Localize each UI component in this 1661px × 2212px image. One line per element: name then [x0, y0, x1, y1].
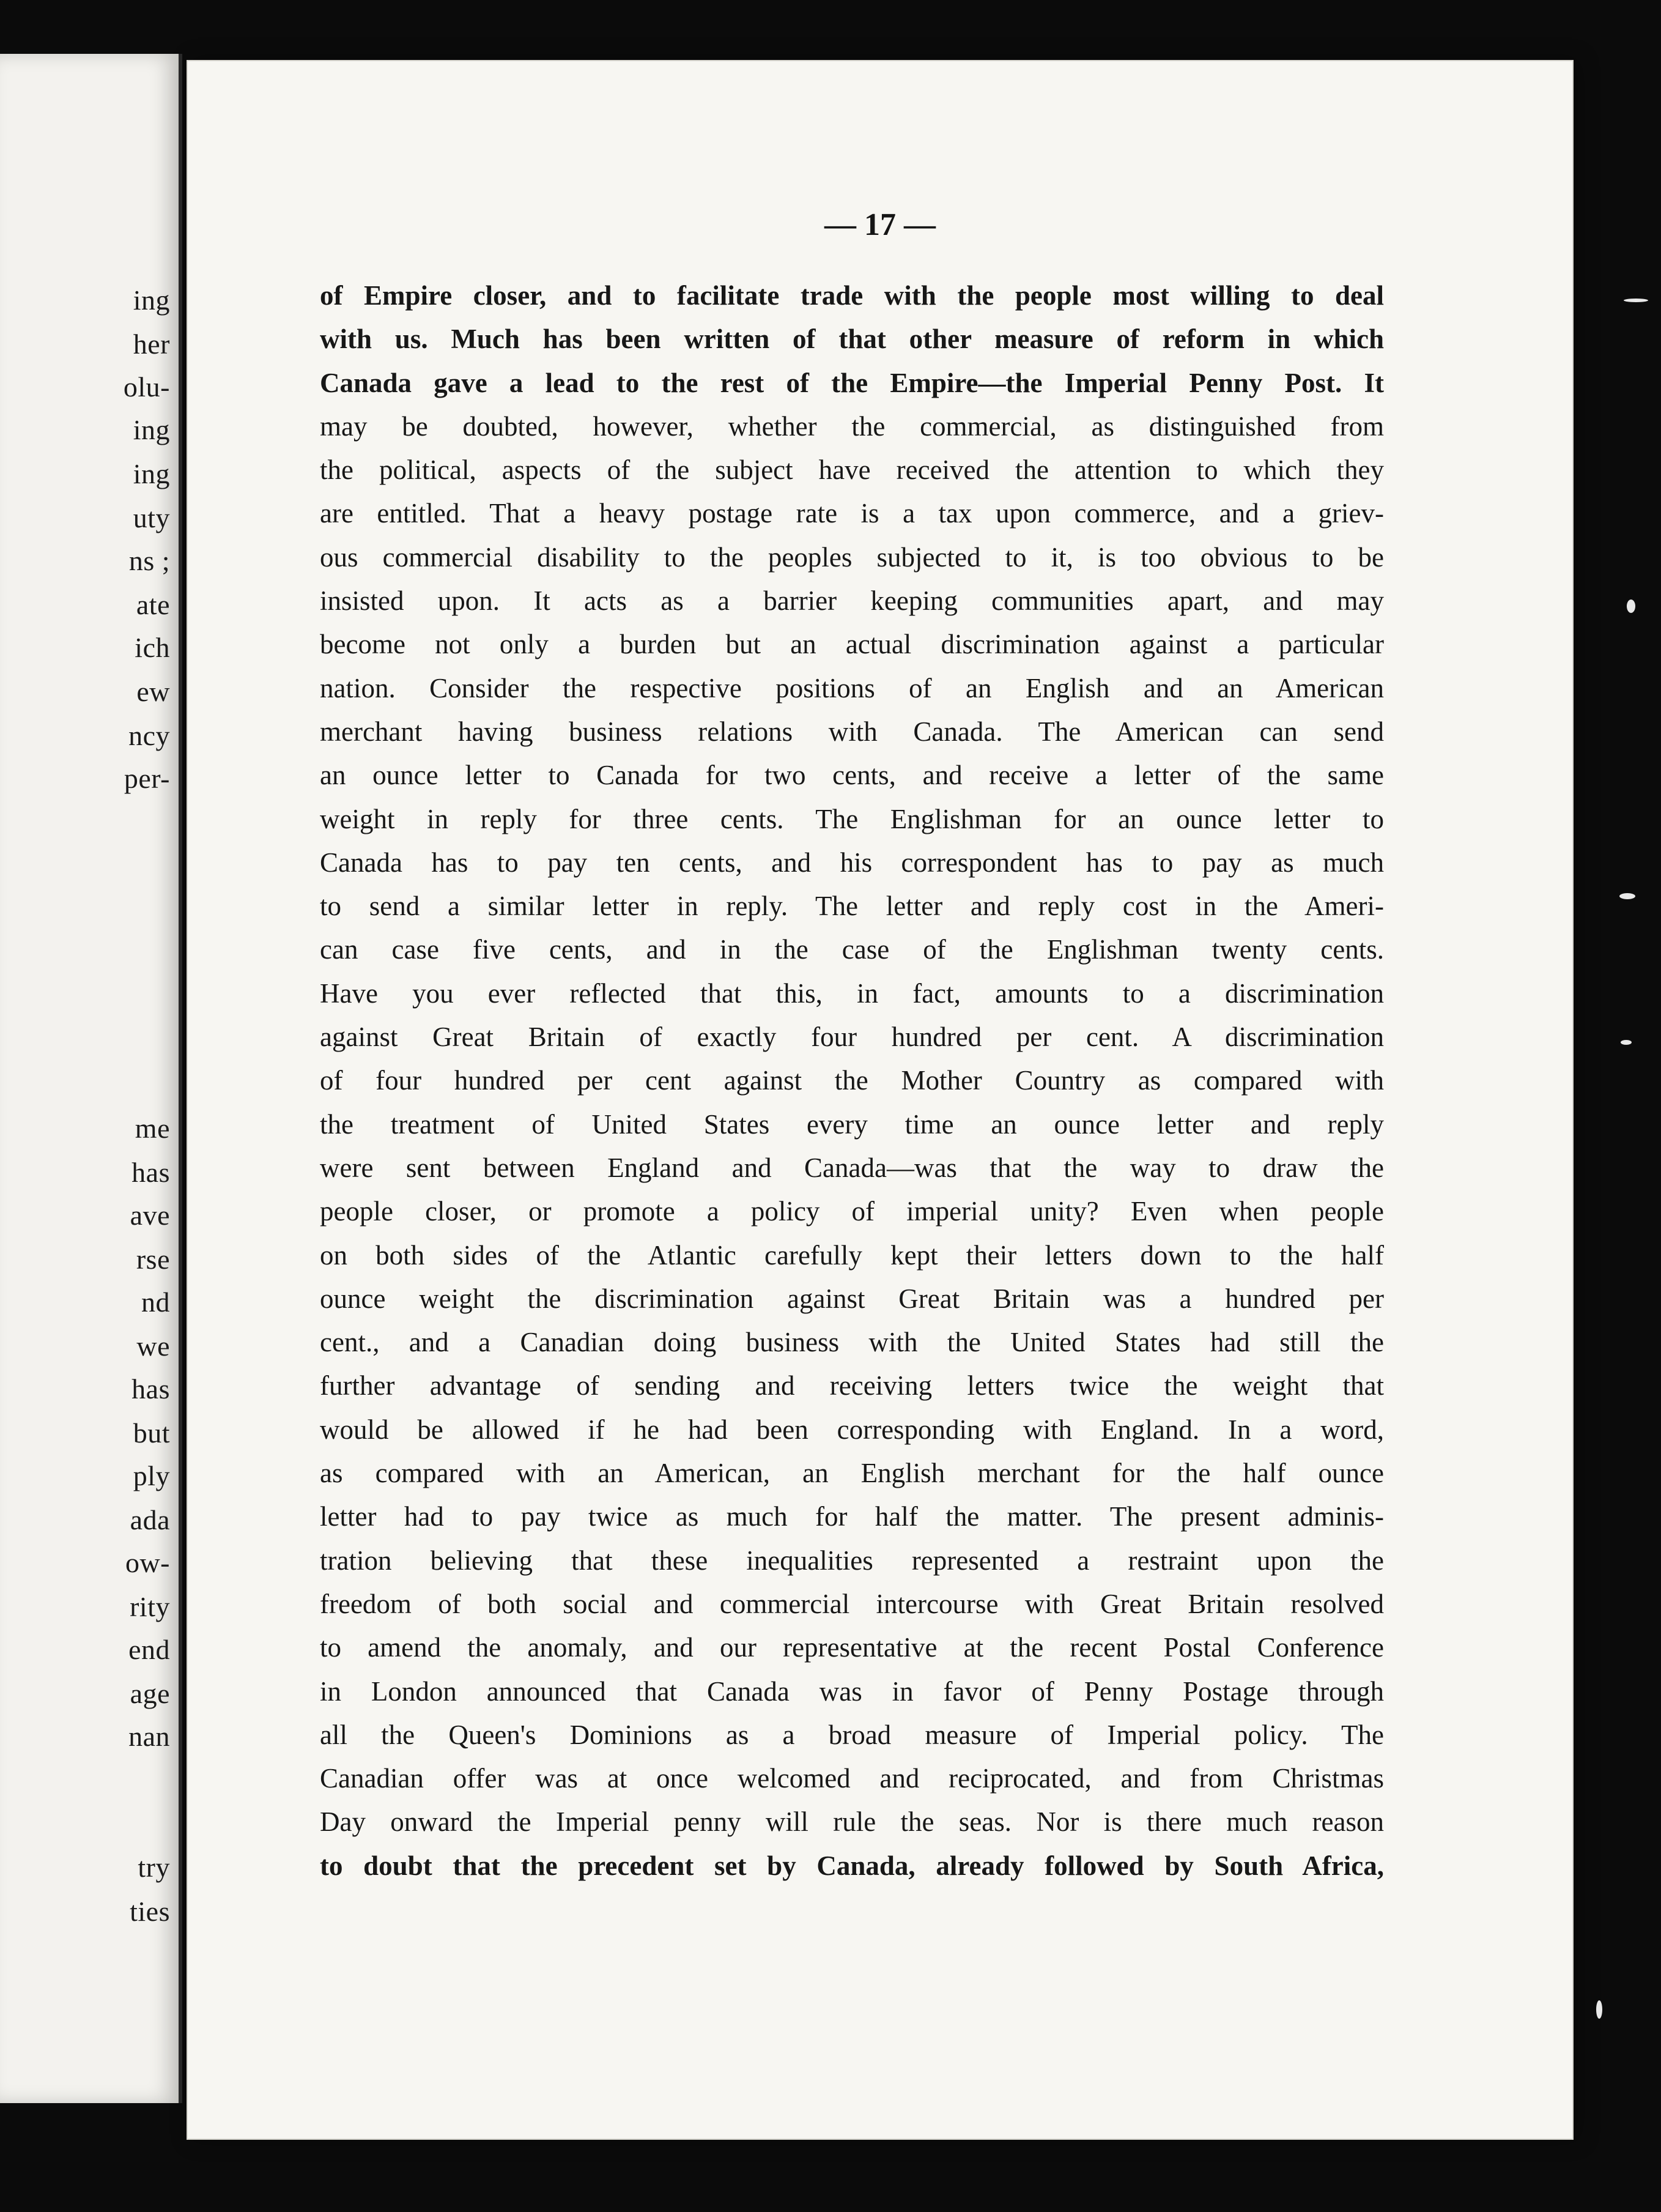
text-line: in London announced that Canada was in favor of Penny Postage through — [320, 1676, 1384, 1707]
text-line: nation. Consider the respective positions of an English and an American — [320, 672, 1384, 703]
previous-page-fragment: ing — [133, 284, 170, 316]
text-line: to doubt that the precedent set by Canada, already followed by South Africa, — [320, 1850, 1384, 1881]
text-line: can case five cents, and in the case of the Englishman twenty cents. — [320, 934, 1384, 965]
text-line: Canada gave a lead to the rest of the Empire—the Imperial Penny Post. It — [320, 367, 1384, 398]
previous-page-fragment: age — [130, 1678, 170, 1709]
previous-page-fragment: nan — [128, 1721, 170, 1752]
previous-page-fragment: ns ; — [128, 545, 170, 576]
text-line: against Great Britain of exactly four hundred per cent. A discrimination — [320, 1022, 1384, 1053]
previous-page-fragment: me — [135, 1113, 170, 1144]
text-line: tration believing that these inequalities represented a restraint upon the — [320, 1545, 1384, 1576]
previous-page-fragment: ew — [136, 676, 170, 707]
previous-page-fragment: her — [133, 328, 170, 360]
text-line: merchant having business relations with Canada. The American can send — [320, 716, 1384, 747]
text-line: would be allowed if he had been corresponding with England. In a word, — [320, 1414, 1384, 1445]
text-line: on both sides of the Atlantic carefully kept their letters down to the half — [320, 1239, 1384, 1271]
text-line: the treatment of United States every time an ounce letter and reply — [320, 1108, 1384, 1140]
scan-speck — [1624, 299, 1648, 302]
text-line: to send a similar letter in reply. The letter and reply cost in the Ameri- — [320, 891, 1384, 922]
previous-page-fragment: end — [128, 1634, 170, 1665]
previous-page-fragment: olu- — [123, 371, 170, 403]
text-line: Canada has to pay ten cents, and his correspondent has to pay as much — [320, 847, 1384, 878]
text-line: people closer, or promote a policy of imperial unity? Even when people — [320, 1196, 1384, 1227]
text-line: Day onward the Imperial penny will rule the seas. Nor is there much reason — [320, 1806, 1384, 1838]
text-line: of four hundred per cent against the Mother Country as compared with — [320, 1065, 1384, 1096]
text-line: are entitled. That a heavy postage rate is a tax upon commerce, and a griev- — [320, 498, 1384, 529]
previous-page-fragment: has — [131, 1157, 170, 1188]
text-line: freedom of both social and commercial intercourse with Great Britain resolved — [320, 1588, 1384, 1619]
text-line: to amend the anomaly, and our representative at the recent Postal Conference — [320, 1632, 1384, 1663]
text-line: cent., and a Canadian doing business with the United States had still the — [320, 1327, 1384, 1358]
text-line: of Empire closer, and to facilitate trade with the people most willing to deal — [320, 280, 1384, 311]
previous-page-fragment: ncy — [128, 720, 170, 751]
text-line: an ounce letter to Canada for two cents, and receive a letter of the same — [320, 760, 1384, 791]
text-line: further advantage of sending and receiving letters twice the weight that — [320, 1370, 1384, 1401]
text-line: Have you ever reflected that this, in fact, amounts to a discrimination — [320, 978, 1384, 1009]
body-text — [320, 274, 1384, 1888]
previous-page-strip — [0, 54, 182, 2103]
previous-page-fragment: rity — [130, 1591, 170, 1622]
text-line: insisted upon. It acts as a barrier keeping communities apart, and may — [320, 585, 1384, 617]
text-line: ounce weight the discrimination against Great Britain was a hundred per — [320, 1283, 1384, 1314]
previous-page-fragment: ate — [136, 589, 170, 620]
scan-speck — [1619, 893, 1635, 899]
text-line: were sent between England and Canada—was that the way to draw the — [320, 1152, 1384, 1183]
text-line: with us. Much has been written of that other measure of reform in which — [320, 324, 1384, 355]
previous-page-fragment: ties — [130, 1896, 170, 1927]
text-line: letter had to pay twice as much for half the matter. The present adminis- — [320, 1501, 1384, 1532]
previous-page-fragment: we — [136, 1331, 170, 1362]
scan-speck — [1621, 1040, 1632, 1045]
previous-page-fragment: try — [138, 1852, 170, 1883]
previous-page-fragment: rse — [136, 1244, 170, 1275]
previous-page-fragment: uty — [133, 502, 170, 533]
scan-speck — [1627, 599, 1635, 613]
previous-page-fragment: per- — [124, 763, 170, 794]
text-line: may be doubted, however, whether the commercial, as distinguished from — [320, 410, 1384, 442]
text-line: all the Queen's Dominions as a broad measure of Imperial policy. The — [320, 1719, 1384, 1750]
text-line: Canadian offer was at once welcomed and reciprocated, and from Christmas — [320, 1763, 1384, 1794]
previous-page-fragment: ich — [135, 632, 170, 663]
previous-page-fragment: ave — [130, 1200, 170, 1231]
previous-page-fragment: nd — [141, 1286, 170, 1318]
document-page — [187, 60, 1574, 2140]
previous-page-fragment: ing — [133, 414, 170, 445]
text-line: ous commercial disability to the peoples subjected to it, is too obvious to be — [320, 541, 1384, 573]
text-line: become not only a burden but an actual discrimination against a particular — [320, 629, 1384, 660]
previous-page-fragment: ada — [130, 1504, 170, 1535]
text-line: the political, aspects of the subject have received the attention to which they — [320, 455, 1384, 486]
previous-page-fragment: ow- — [125, 1547, 170, 1578]
previous-page-fragment: ing — [133, 458, 170, 489]
previous-page-fragment: has — [131, 1373, 170, 1405]
previous-page-fragment: ply — [133, 1460, 170, 1491]
previous-page-fragment: but — [133, 1417, 170, 1449]
text-line: as compared with an American, an English merchant for the half ounce — [320, 1458, 1384, 1489]
scan-speck — [1596, 2000, 1602, 2019]
page-number: — 17 — — [824, 207, 936, 242]
text-line: weight in reply for three cents. The Englishman for an ounce letter to — [320, 803, 1384, 834]
